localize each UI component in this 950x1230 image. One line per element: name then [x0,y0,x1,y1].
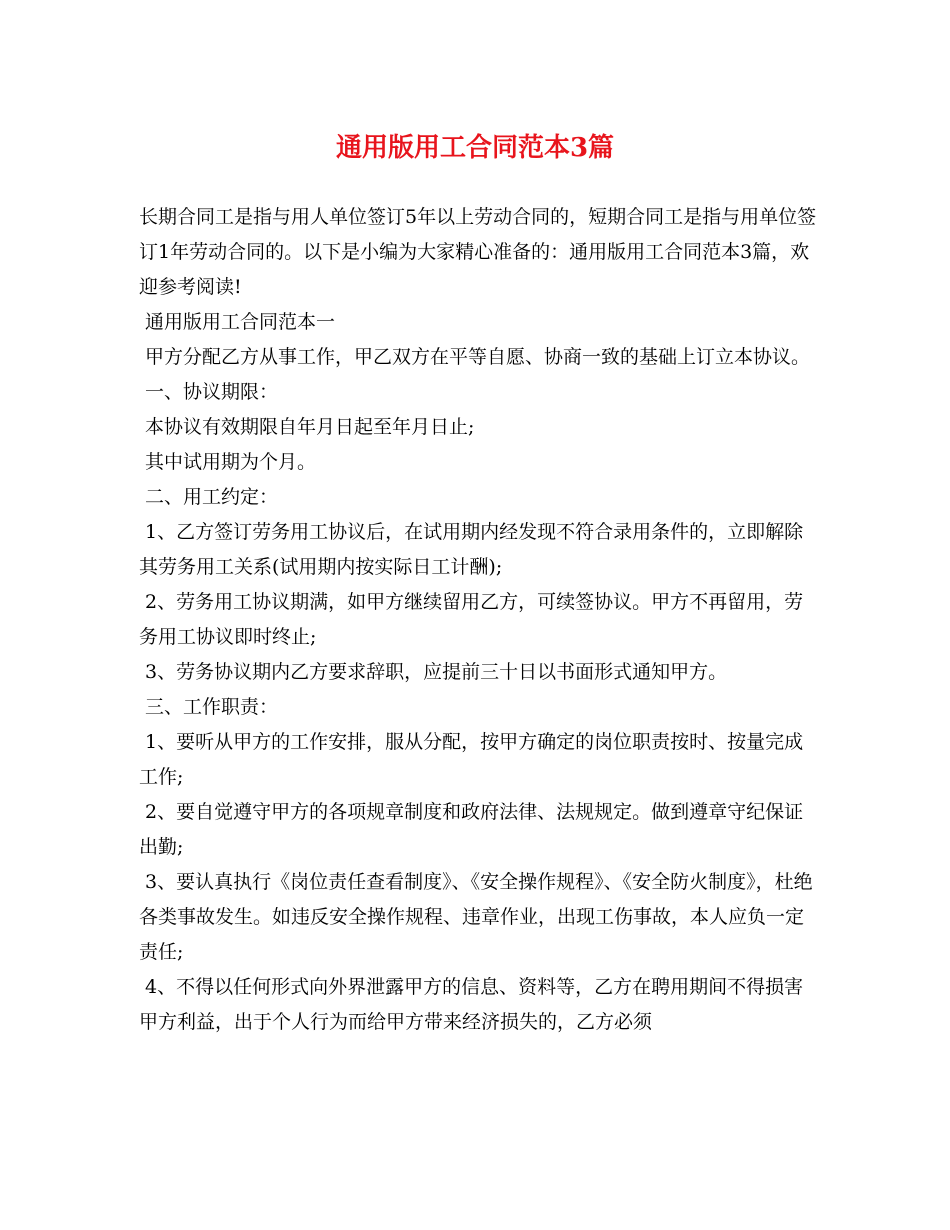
clause-text: 2、劳务用工协议期满，如甲方继续留用乙方，可续签协议。甲方不再留用，劳务用工协议即时终止; [139,591,804,648]
clause-text: 本协议有效期限自年月日起至年月日止; [139,416,475,438]
paragraph-intro: 长期合同工是指与用人单位签订5年以上劳动合同的，短期合同工是指与用单位签订1年劳动合同的。以下是小编为大家精心准备的：通用版用工合同范本3篇，欢迎参考阅读! [139,206,817,298]
document-body [139,200,819,1040]
document-title: 通用版用工合同范本3篇 [335,133,615,163]
paragraph-preamble: 甲方分配乙方从事工作，甲乙双方在平等自愿、协商一致的基础上订立本协议。 [139,346,811,368]
clause-heading-employment: 二、用工约定： [139,486,279,508]
clause-text: 3、劳务协议期内乙方要求辞职，应提前三十日以书面形式通知甲方。 [139,661,728,683]
clause-text: 其中试用期为个月。 [139,451,317,473]
section-heading-contract-one: 通用版用工合同范本一 [139,311,336,333]
clause-heading-duties: 三、工作职责： [139,696,279,718]
clause-text: 4、不得以任何形式向外界泄露甲方的信息、资料等，乙方在聘用期间不得损害甲方利益，出于个人行为而给甲方带来经济损失的，乙方必须 [139,976,804,1033]
clause-text: 1、要听从甲方的工作安排，服从分配，按甲方确定的岗位职责按时、按量完成工作; [139,731,804,788]
clause-text: 1、乙方签订劳务用工协议后，在试用期内经发现不符合录用条件的，立即解除其劳务用工关系(试用期内按实际日工计酬); [139,521,804,578]
clause-heading-term: 一、协议期限： [139,381,279,403]
clause-text: 3、要认真执行《岗位责任查看制度》、《安全操作规程》、《安全防火制度》，杜绝各类事故发生。如违反安全操作规程、违章作业，出现工伤事故，本人应负一定责任; [139,871,813,963]
clause-text: 2、要自觉遵守甲方的各项规章制度和政府法律、法规规定。做到遵章守纪保证出勤; [139,801,804,858]
